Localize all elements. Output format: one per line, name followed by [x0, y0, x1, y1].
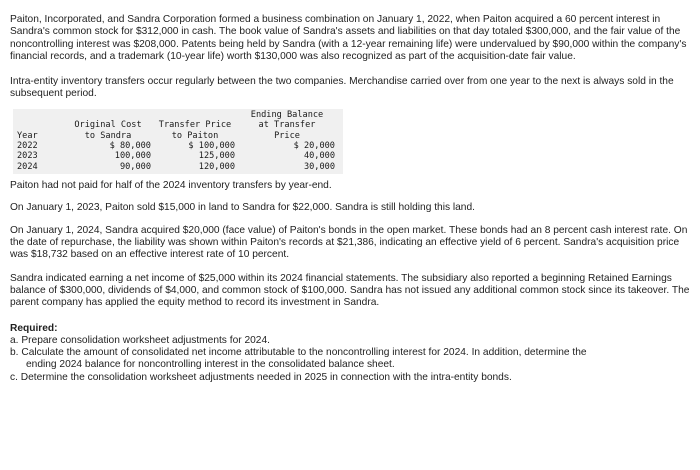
header-transfer-price: Transfer Price: [158, 120, 232, 131]
cell-original-cost: 90,000: [119, 161, 151, 172]
list-item: [10, 347, 692, 372]
cell-original-cost: $ 80,000: [109, 141, 151, 151]
inventory-transfer-table: [13, 109, 343, 174]
cell-transfer-price: 120,000: [198, 161, 235, 172]
requirement-text: Determine the consolidation worksheet adjustments needed in 2025 in connection with the intra-entity bonds.: [20, 371, 512, 383]
cell-year: 2022: [17, 141, 38, 151]
not-paid-paragraph: Paiton had not paid for half of the 2024 inventory transfers by year-end.: [10, 180, 332, 192]
cell-ending-balance: 40,000: [303, 151, 335, 162]
requirement-letter: a.: [10, 334, 19, 346]
table-row: [17, 162, 339, 172]
cell-ending-balance: $ 20,000: [293, 141, 335, 151]
cell-ending-balance: 30,000: [303, 161, 335, 172]
intro-paragraph: Paiton, Incorporated, and Sandra Corporation formed a business combination on January 1, 2022, when Paiton acquired a 60 percent interest in Sandra's common stock for $312,000 in cash. The book value of Sandra's assets and liabilities on that day totaled $300,000, and the fair value of the noncontrolling interest was $208,000. Patents being held by Sandra (with a 12-year remaining life) were undervalued by $90,000 within the company's financial records, and a trademark (10-year life) worth $130,000 was also recognized as part of the acquisition-date fair value.: [10, 14, 687, 62]
requirement-text: Prepare consolidation worksheet adjustments for 2024.: [21, 334, 270, 346]
requirement-text: Calculate the amount of consolidated net income attributable to the noncontrolling interest for 2024. In addition, determine the: [21, 347, 587, 359]
cell-transfer-price: $ 100,000: [188, 141, 235, 151]
intra-entity-paragraph: Intra-entity inventory transfers occur regularly between the two companies. Merchandise carried over from one year to the next is always sold in the subsequent period.: [10, 76, 674, 100]
requirements-list: [10, 335, 692, 384]
income-paragraph: Sandra indicated earning a net income of $25,000 within its 2024 financial statements. The subsidiary also reported a beginning Retained Earnings balance of $300,000, dividends of $4,000, and common stock of $100,000. Sandra has not issued any additional common stock since its takeover. The parent company has applied the equity method to record its investment in Sandra.: [10, 272, 690, 309]
cell-transfer-price: 125,000: [198, 151, 235, 162]
required-heading: Required:: [10, 322, 58, 334]
header-at-transfer: at Transfer: [258, 120, 316, 131]
table-row: [17, 141, 339, 151]
header-to-paiton: to Paiton: [171, 130, 219, 141]
header-ending-balance: Ending Balance: [250, 109, 324, 120]
requirement-letter: b.: [10, 347, 19, 359]
header-price: Price: [274, 130, 300, 141]
requirement-letter: c.: [10, 371, 18, 383]
land-paragraph: On January 1, 2023, Paiton sold $15,000 in land to Sandra for $22,000. Sandra is still holding this land.: [10, 201, 475, 213]
requirement-text-continued: ending 2024 balance for noncontrolling interest in the consolidated balance sheet.: [26, 359, 395, 371]
cell-original-cost: 100,000: [114, 151, 151, 162]
problem-page: [10, 14, 692, 384]
table-row: [17, 151, 339, 161]
cell-year: 2024: [17, 161, 38, 172]
header-original-cost: Original Cost: [74, 120, 142, 131]
list-item: [10, 372, 692, 384]
bonds-paragraph: On January 1, 2024, Sandra acquired $20,000 (face value) of Paiton's bonds in the open market. These bonds had an 8 percent cash interest rate. On the date of repurchase, the liability was shown within Paiton's records at $21,386, indicating an effective yield of 6 percent. Sandra's acquisition price was $18,732 based on an effective interest rate of 10 percent.: [10, 224, 688, 261]
header-to-sandra: to Sandra: [84, 130, 132, 141]
header-year: Year: [17, 130, 38, 141]
list-item: [10, 335, 692, 347]
cell-year: 2023: [17, 151, 38, 162]
